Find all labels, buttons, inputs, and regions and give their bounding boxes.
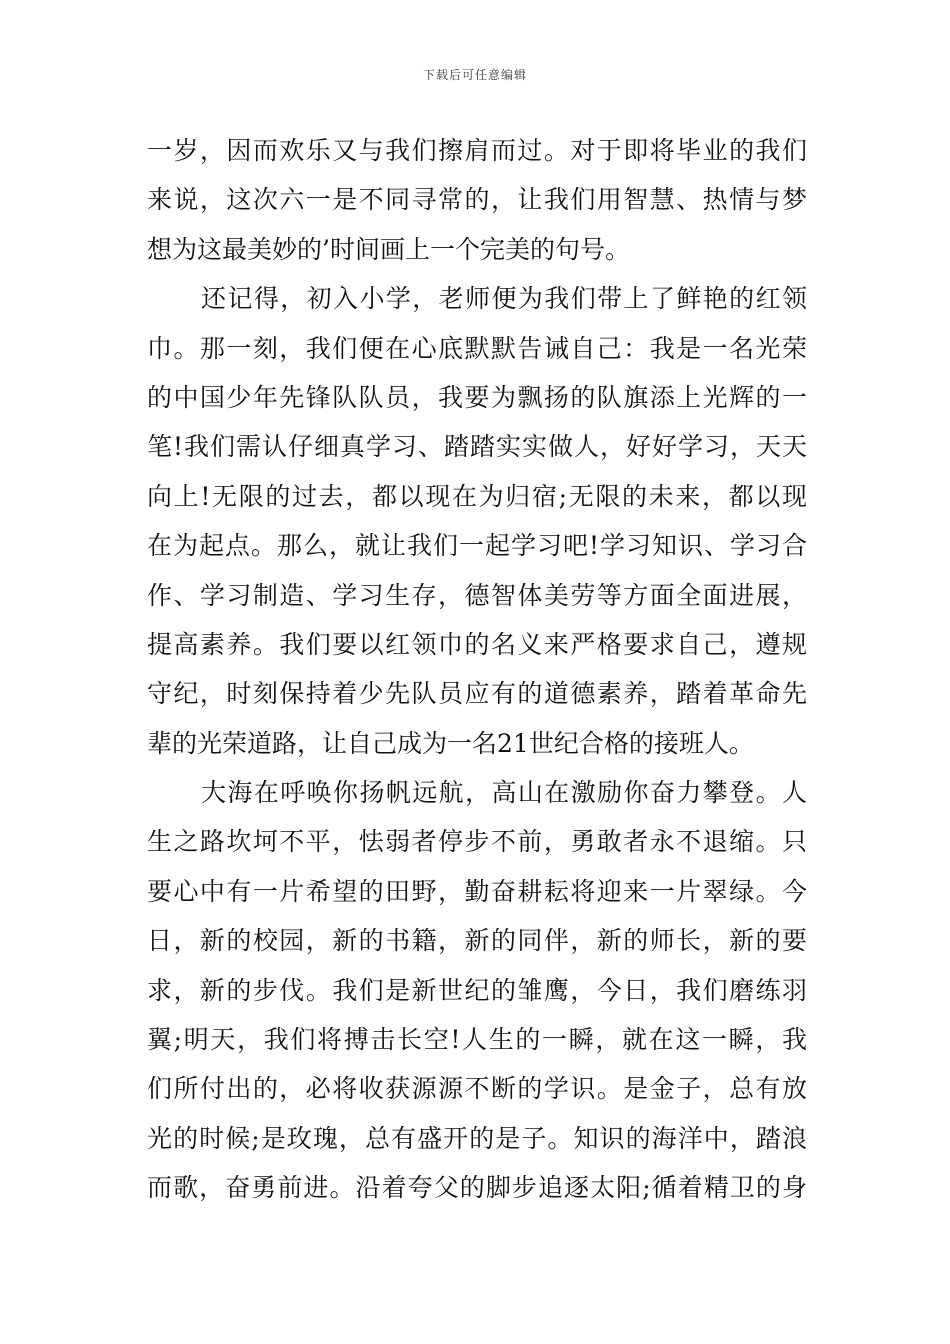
text-line: 作、学习制造、学习生存，德智体美劳等方面全面进展， [147, 580, 807, 610]
page-header-note: 下载后可任意编辑 [422, 68, 527, 82]
text-line: 要心中有一片希望的田野，勤奋耕耘将迎来一片翠绿。今 [147, 876, 807, 906]
document-body [147, 126, 807, 1213]
text-line: 光的时候;是玫瑰，总有盛开的是子。知识的海洋中，踏浪 [147, 1123, 807, 1153]
paragraph-2 [147, 274, 807, 768]
text-line: 辈的光荣道路，让自己成为一名21世纪合格的接班人。 [147, 728, 754, 758]
text-line: 一岁，因而欢乐又与我们擦肩而过。对于即将毕业的我们 [147, 136, 807, 165]
text-line: 想为这最美妙的’时间画上一个完美的句号。 [147, 234, 630, 264]
text-line: 生之路坎坷不平，怯弱者停步不前，勇敢者永不退缩。只 [147, 827, 807, 857]
text-line: 巾。那一刻，我们便在心底默默告诫自己：我是一名光荣 [147, 333, 807, 363]
text-line: 笔!我们需认仔细真学习、踏踏实实做人，好好学习，天天 [147, 432, 807, 462]
paragraph-3 [147, 768, 807, 1213]
text-line: 来说，这次六一是不同寻常的，让我们用智慧、热情与梦 [147, 185, 807, 215]
text-line: 向上!无限的过去，都以现在为归宿;无限的未来，都以现 [147, 481, 807, 511]
text-line: 日，新的校园，新的书籍，新的同伴，新的师长，新的要 [147, 926, 807, 956]
text-line: 在为起点。那么，就让我们一起学习吧!学习知识、学习合 [147, 531, 807, 561]
text-line: 的中国少年先锋队队员，我要为飘扬的队旗添上光辉的一 [147, 382, 807, 412]
paragraph-1 [147, 126, 807, 274]
text-line: 求，新的步伐。我们是新世纪的雏鹰，今日，我们磨练羽 [147, 975, 807, 1005]
text-line: 提高素养。我们要以红领巾的名义来严格要求自己，遵规 [147, 629, 807, 659]
text-line: 大海在呼唤你扬帆远航，高山在激励你奋力攀登。人 [201, 778, 807, 808]
text-line: 而歌，奋勇前进。沿着夸父的脚步追逐太阳;循着精卫的身 [147, 1173, 807, 1203]
text-line: 还记得，初入小学，老师便为我们带上了鲜艳的红领 [201, 284, 807, 314]
text-line: 守纪，时刻保持着少先队员应有的道德素养，踏着革命先 [147, 679, 807, 709]
text-line: 们所付出的，必将收获源源不断的学识。是金子，总有放 [147, 1074, 807, 1104]
text-line: 翼;明天，我们将搏击长空!人生的一瞬，就在这一瞬，我 [147, 1025, 807, 1055]
